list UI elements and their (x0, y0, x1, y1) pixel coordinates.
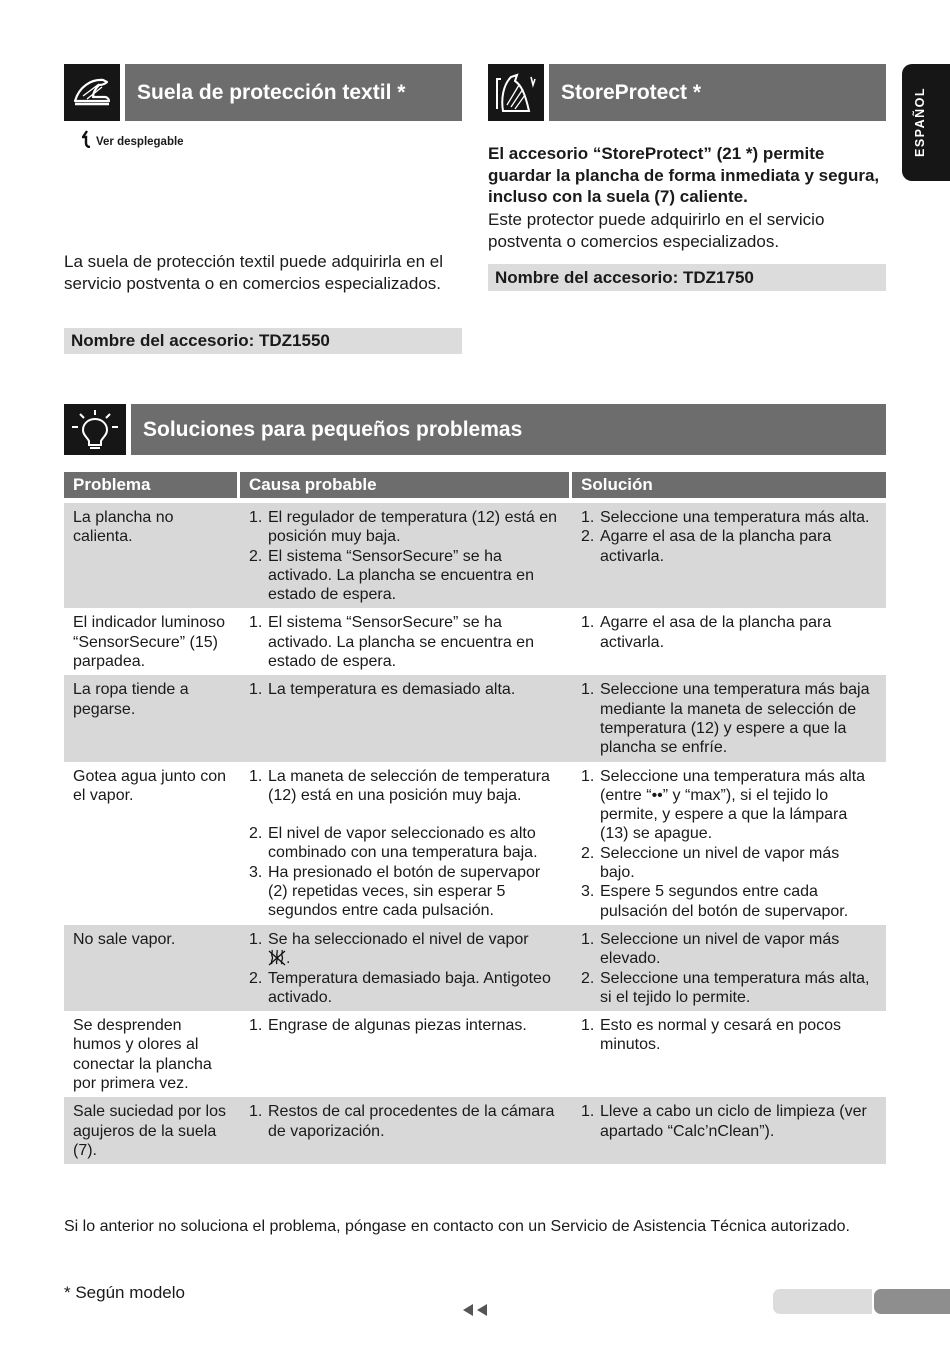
list-item: 1. Engrase de algunas piezas internas. (249, 1017, 527, 1035)
cause-cell (240, 608, 572, 675)
problem-cell: La ropa tiende a pegarse. (64, 675, 240, 761)
table-row (64, 675, 886, 761)
problem-cell: El indicador luminoso “SensorSecure” (15) parpadea. (73, 614, 226, 671)
header-problem: Problema (64, 472, 240, 498)
solution-cell (572, 1011, 886, 1097)
table-row (64, 762, 886, 925)
list-item: 2. El nivel de vapor seleccionado es alto combinado con una temperatura baja. (249, 825, 538, 862)
list-item: 2. Seleccione una temperatura más alta, si el tejido lo permite. (581, 969, 870, 1006)
table-row (64, 1011, 886, 1097)
solution-cell (572, 925, 886, 1011)
list-item: 1. El sistema “SensorSecure” se ha activado. La plancha se encuentra en estado de espera. (249, 614, 534, 671)
list-item: 1. Seleccione una temperatura más alta. (581, 509, 870, 526)
cause-cell (240, 762, 572, 925)
table-row (64, 925, 886, 1011)
solution-cell (572, 503, 886, 608)
language-tab (902, 64, 950, 181)
list-item: 1. La temperatura es demasiado alta. (249, 681, 516, 699)
cause-cell (240, 1011, 572, 1097)
list-item: 1. Seleccione una temperatura más alta (entre “••” y “max”), si el tejido lo permite, y espere a que la lámpara (13) se apague. (581, 767, 866, 843)
list-item: 3. Ha presionado el botón de supervapor (2) repetidas veces, sin esperar 5 segundos entre cada pulsación. (249, 863, 541, 920)
list-item: 1. Seleccione un nivel de vapor más elevado. (581, 930, 840, 968)
table-row (64, 503, 886, 608)
solution-cell (572, 762, 886, 925)
solution-cell (572, 675, 886, 761)
troubleshooting-title (131, 404, 886, 455)
list-item: 3. Espere 5 segundos entre cada pulsación del botón de supervapor. (581, 883, 849, 920)
right-accessory-text: Nombre del accesorio: TDZ1750 (495, 267, 754, 287)
lightbulb-icon (64, 404, 126, 455)
see-fold-text: Ver desplegable (96, 136, 184, 148)
solution-cell (572, 1097, 886, 1164)
left-accessory-text: Nombre del accesorio: TDZ1550 (71, 331, 330, 350)
iron-soleplate-icon (64, 64, 120, 121)
table-row (64, 1097, 886, 1164)
page-pill-dark (874, 1289, 950, 1314)
problem-cell: La plancha no calienta. (64, 503, 240, 608)
list-item: 1. Lleve a cabo un ciclo de limpieza (ver apartado “Calc’nClean”). (581, 1103, 867, 1140)
list-item: 2. El sistema “SensorSecure” se ha activado. La plancha se encuentra en estado de espera. (249, 547, 534, 604)
fold-arrow-icon (82, 130, 92, 148)
table-row (64, 608, 886, 675)
list-item: 2. Agarre el asa de la plancha para activarla. (581, 528, 832, 565)
model-note: * Según modelo (64, 1283, 185, 1302)
page-pill-light (773, 1289, 872, 1314)
right-section-intro: El accesorio “StoreProtect” (21 *) permite guardar la plancha de forma inmediata y segura, incluso con la suela (7) caliente. (488, 144, 880, 206)
language-tab-label: ESPAÑOL (913, 87, 927, 157)
cause-cell (240, 675, 572, 761)
troubleshooting-title-text: Soluciones para pequeños problemas (143, 417, 523, 441)
list-item: 1. Agarre el asa de la plancha para activarla. (581, 614, 832, 651)
left-section-title (125, 64, 462, 121)
right-accessory-name (488, 264, 886, 291)
list-item: 1. Esto es normal y cesará en pocos minutos. (581, 1017, 842, 1054)
see-fold-note (82, 130, 184, 148)
list-item: 1. La maneta de selección de temperatura (12) está en una posición muy baja. (249, 767, 550, 804)
cause-cell (240, 503, 572, 608)
left-section-title-text: Suela de protección textil * (137, 80, 406, 104)
left-accessory-name (64, 328, 462, 354)
right-section-title-text: StoreProtect * (561, 80, 702, 104)
rewind-arrows-icon[interactable] (461, 1303, 489, 1322)
list-item: 2. Temperatura demasiado baja. Antigoteo activado. (249, 969, 551, 1006)
problem-cell: No sale vapor. (64, 925, 240, 1011)
list-item: 1. Seleccione una temperatura más baja mediante la maneta de selección de temperatura (12) y espere a que la plancha se enfríe. (581, 681, 870, 757)
list-item: 1. El regulador de temperatura (12) está en posición muy baja. (249, 509, 558, 546)
list-item: 2. Seleccione un nivel de vapor más bajo. (581, 844, 840, 882)
cause-cell (240, 1097, 572, 1164)
list-item: 1. Restos de cal procedentes de la cámara de vaporización. (249, 1103, 555, 1140)
no-steam-icon (268, 949, 286, 966)
header-solution: Solución (572, 472, 886, 498)
right-section-title (549, 64, 886, 121)
list-item: 1. Se ha seleccionado el nivel de vapor . (249, 930, 529, 968)
right-section-body: Este protector puede adquirirlo en el servicio postventa o comercios especializados. (488, 210, 825, 251)
problem-cell: Se desprenden humos y olores al conectar la plancha por primera vez. (73, 1017, 212, 1093)
header-cause: Causa probable (240, 472, 572, 498)
storeprotect-icon (488, 64, 544, 121)
solution-cell (572, 608, 886, 675)
left-section-body: La suela de protección textil puede adquirirla en el servicio postventa o en comercios especializados. (64, 252, 443, 293)
problem-cell: Gotea agua junto con el vapor. (73, 767, 227, 804)
contact-note: Si lo anterior no soluciona el problema, póngase en contacto con un Servicio de Asistencia Técnica autorizado. (64, 1218, 850, 1235)
troubleshooting-table (64, 472, 886, 1164)
problem-cell: Sale suciedad por los agujeros de la suela (7). (64, 1097, 240, 1164)
table-header-row (64, 472, 886, 498)
cause-cell (240, 925, 572, 1011)
